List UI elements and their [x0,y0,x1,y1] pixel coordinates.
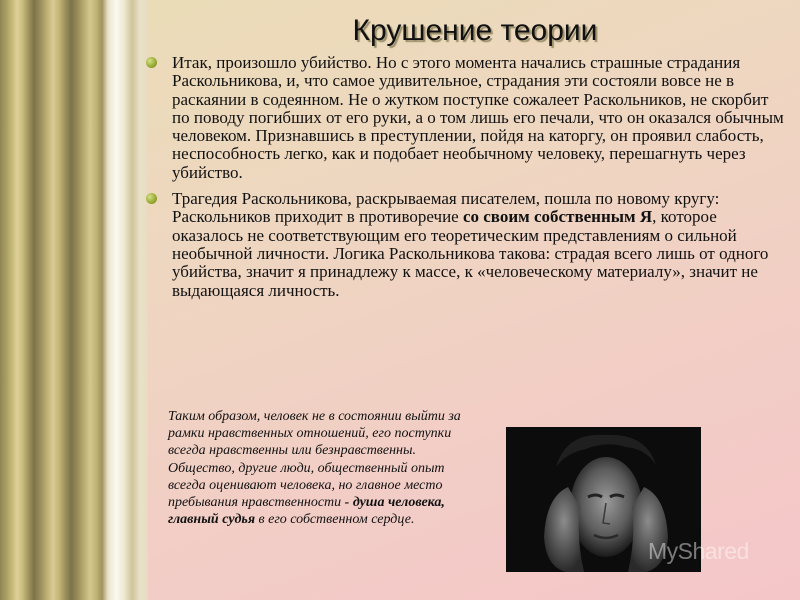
bullet-item [146,54,786,182]
bullet-dot-icon [146,193,157,204]
bullet-text: Итак, произошло убийство. Но с этого момента начались страшные страдания Раскольникова, и, что самое удивительное, страдания эти состояли вовсе не в раскаянии в содеянном. Не о жутком поступке сожалеет Раскольников, не скорбит по поводу погибших от его руки, а о том лишь его печали, что он оказался обычным человеком. Признавшись в преступлении, пойдя на каторгу, он проявил слабость, неспособность легко, как и подобает необычному человеку, перешагнуть через убийство. [172,53,784,182]
quote-text: Таким образом, человек не в состоянии выйти за рамки нравственных отношений, его поступки всегда нравственны или безнравственны. Общество, другие люди, общественный опыт всегда оценивают человека, но главное место пребывания нравственности [168,409,461,511]
bullet-item [146,190,786,300]
quote-text-end: в его собственном сердце. [255,512,415,528]
watermark: MyShared [648,538,749,564]
bullet-emphasis: со своим собственным Я [462,207,653,227]
decorative-stripes [0,0,148,600]
bullet-dot-icon [146,57,157,68]
bullet-text: Трагедия Раскольникова, раскрываемая писателем, пошла по новому кругу: Раскольников приходит в противоречие [172,189,720,227]
bullet-list [146,54,786,308]
conclusion-quote [168,408,468,528]
quote-emphasis: - душа человека, главный судья [168,495,445,528]
slide-title: Крушение теории [352,14,598,47]
bullet-text: , которое оказалось не соответствующим его теоретическим представлениям о сильной необычной личности. Логика Раскольникова такова: страдая всего лишь от одного убийства, значит я принадлежу к массе, к «человеческому материалу», значит не выдающаяся личность. [172,207,769,300]
